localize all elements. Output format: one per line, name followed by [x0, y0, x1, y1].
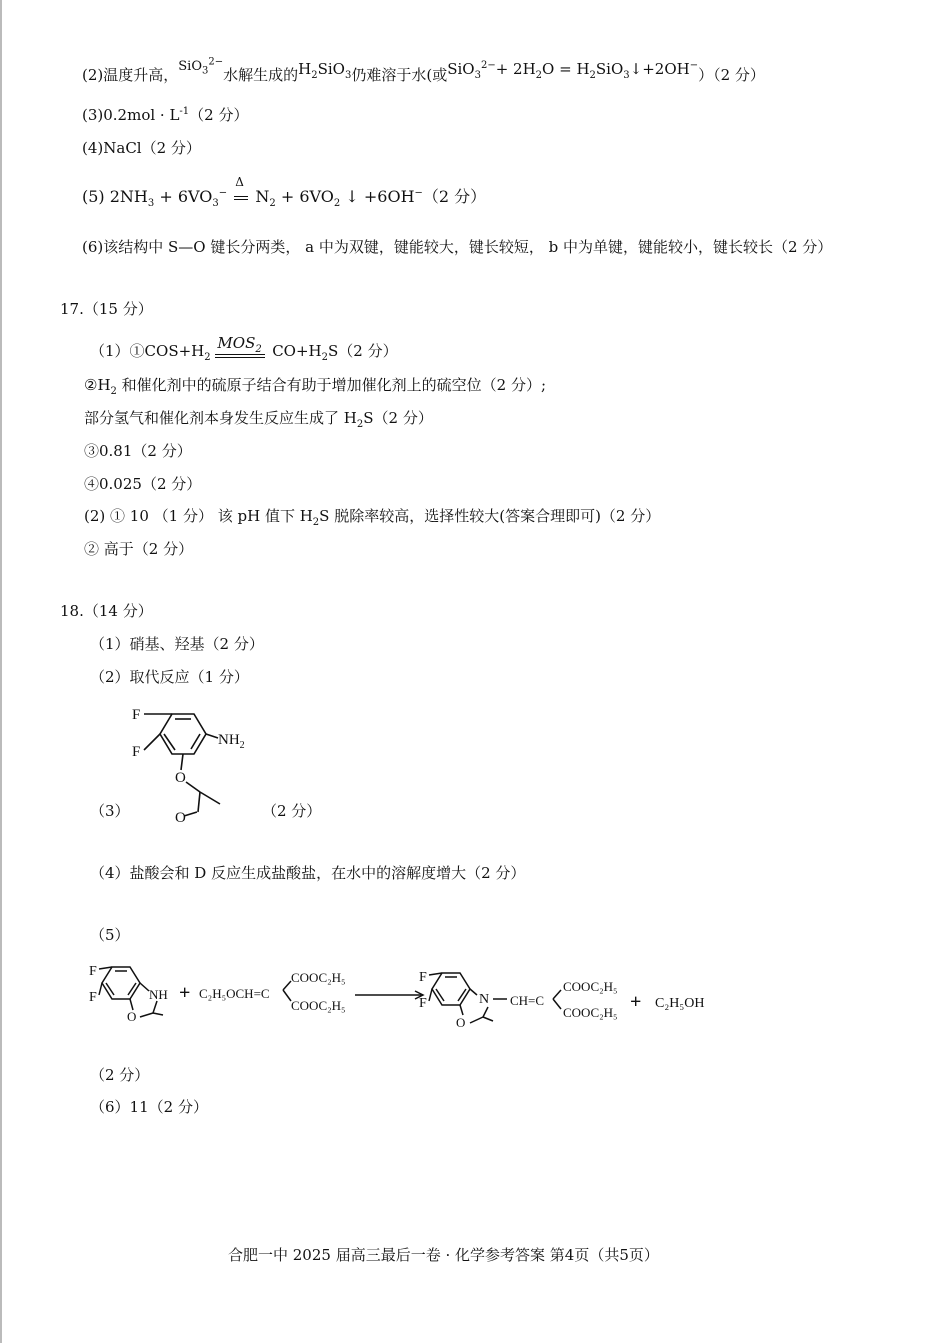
q16-answer-5: (5) $2NH_3 + 6VO_3^-$ Δ $N_2 + 6VO_2$ ↓ +6OH−（2 分） — [82, 186, 486, 208]
rxn-f1: F — [89, 964, 97, 979]
struct3-o2: O — [175, 810, 186, 826]
struct3-f2: F — [132, 744, 141, 760]
q17-answer-2-2: ② 高于（2 分） — [84, 540, 194, 558]
q18-answer-6: （6）11（2 分） — [90, 1098, 208, 1116]
struct3-nh: $NH_2$ — [218, 732, 245, 751]
q16-answer-6: (6)该结构中 S—O 键长分两类， a 中为双键，键能较大，键长较短， b 中为单键，键能较小，键长较长（2 分） — [82, 238, 833, 256]
rxn-prod-ester-2: COOC₂H₅ — [563, 1005, 618, 1020]
page-footer: 合肥一中 2025 届高三最后一卷 · 化学参考答案 第4页（共5页） — [228, 1246, 659, 1264]
struct3-o1: O — [175, 770, 186, 786]
q18-answer-4: （4）盐酸会和 D 反应生成盐酸盐，在水中的溶解度增大（2 分） — [90, 864, 526, 882]
catalyst-label: MOS — [217, 334, 256, 352]
rxn-prod-n: N — [479, 992, 490, 1007]
rxn-ethanol: C₂H₅OH — [655, 996, 705, 1011]
struct3-f1: F — [132, 707, 141, 723]
rxn-nh: NH — [149, 987, 168, 1002]
rxn-o: O — [127, 1009, 137, 1024]
rxn-prod-o: O — [456, 1015, 466, 1030]
q18-answer-2: （2）取代反应（1 分） — [90, 668, 249, 686]
q18-answer-5-score: （2 分） — [90, 1066, 150, 1084]
rxn-f2: F — [89, 990, 97, 1005]
q17-header: 17.（15 分） — [60, 300, 153, 318]
q17-answer-1: $(1)①COS+H_2$ $MOS_2$ $CO+H_2S(2$ 分） — [90, 334, 398, 363]
rxn-prod-f2: F — [419, 996, 427, 1011]
q18-answer-1: （1）硝基、羟基（2 分） — [90, 635, 264, 653]
rxn-ester-1: COOC₂H₅ — [291, 970, 346, 985]
q18-answer-5-label: （5） — [90, 926, 130, 944]
q16-answer-2: (2)温度升高，SiO$_3^{2-}$水解生成的$H_2SiO_3$仍难溶于水(或$SiO_3^{2-}+ 2H_2O$ = $H_2SiO_3↓+2OH^-)(2$ 分） — [82, 56, 765, 84]
rxn-ester-2: COOC₂H₅ — [291, 998, 346, 1013]
q17-answer-3: ③0.81（2 分） — [84, 442, 192, 460]
q18-answer-3-score: （2 分） — [262, 802, 322, 820]
structure-3 — [120, 700, 260, 840]
q16-answer-3: $(3)0.2mol \cdot L^{-1}(2$ 分） — [82, 106, 249, 124]
heat-symbol: Δ — [235, 175, 244, 189]
rxn-plus-1: + — [179, 982, 191, 1004]
q17-answer-2: $②H_2$ 和催化剂中的硫原子结合有助于增加催化剂上的硫空位（2 分）; — [84, 376, 547, 397]
q16-answer-4: (4)NaCl（2 分） — [82, 139, 201, 157]
q17-answer-2b: 部分氢气和催化剂本身发生反应生成了 $H_2S(2$ 分） — [84, 409, 433, 430]
reaction-5 — [85, 955, 775, 1055]
q18-answer-3-label: （3） — [90, 802, 130, 820]
rxn-reagent: C₂H₅OCH=C — [199, 986, 270, 1001]
q17-answer-4: ④0.025（2 分） — [84, 475, 202, 493]
rxn-prod-chain: CH=C — [510, 993, 545, 1008]
rxn-prod-ester-1: COOC₂H₅ — [563, 979, 618, 994]
rxn-prod-f1: F — [419, 970, 427, 985]
q18-header: 18.（14 分） — [60, 602, 153, 620]
q17-answer-2-1: (2) ① 10 （1 分） 该 pH 值下 $H_2S$ 脱除率较高，选择性较大(答案合理即可)（2 分） — [84, 507, 661, 528]
page-edge — [0, 0, 2, 1343]
rxn-plus-2: + — [630, 991, 642, 1013]
